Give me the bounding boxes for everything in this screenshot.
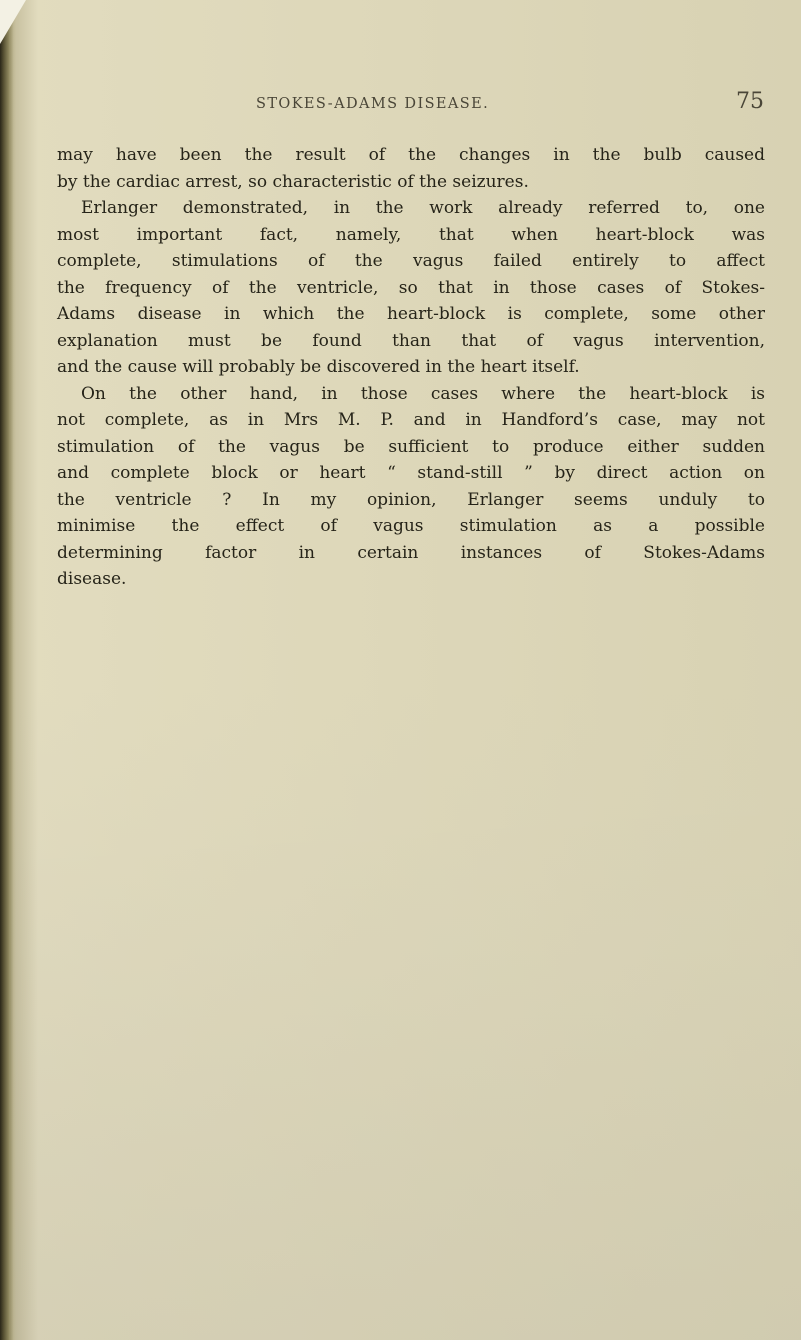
paper-tone — [0, 690, 801, 1340]
text-line: explanation must be found than that of vagus intervention, — [57, 330, 765, 351]
text-line: and complete block or heart “ stand-still ” by direct action on — [57, 463, 765, 483]
running-head — [40, 89, 764, 124]
text-line: complete, stimulations of the vagus failed entirely to affect — [57, 251, 765, 271]
text-line: Erlanger demonstrated, in the work already referred to, one — [81, 198, 765, 218]
text-line: Adams disease in which the heart-block is complete, some other — [57, 304, 765, 324]
corner-fold — [0, 0, 26, 44]
text-line: the frequency of the ventricle, so that in those cases of Stokes- — [57, 277, 765, 298]
running-title: STOKES-ADAMS DISEASE. — [256, 96, 490, 112]
binding-edge — [0, 0, 16, 1340]
text-line: not complete, as in Mrs M. P. and in Handford’s case, may not — [57, 410, 765, 430]
text-line: disease. — [57, 569, 127, 589]
text-line: may have been the result of the changes in the bulb caused — [57, 145, 765, 165]
text-line: On the other hand, in those cases where the heart-block is — [81, 383, 765, 404]
text-line: stimulation of the vagus be sufficient to produce either sudden — [57, 436, 765, 457]
text-line: most important fact, namely, that when heart-block was — [57, 224, 765, 245]
text-line: the ventricle ? In my opinion, Erlanger seems unduly to — [57, 489, 765, 510]
text-line: minimise the effect of vagus stimulation as a possible — [57, 516, 765, 536]
body-text — [57, 142, 765, 593]
text-line: determining factor in certain instances of Stokes-Adams — [57, 542, 765, 563]
page-number: 75 — [736, 89, 764, 114]
text-line: by the cardiac arrest, so characteristic of the seizures. — [57, 171, 529, 192]
text-line: and the cause will probably be discovered in the heart itself. — [57, 357, 580, 377]
